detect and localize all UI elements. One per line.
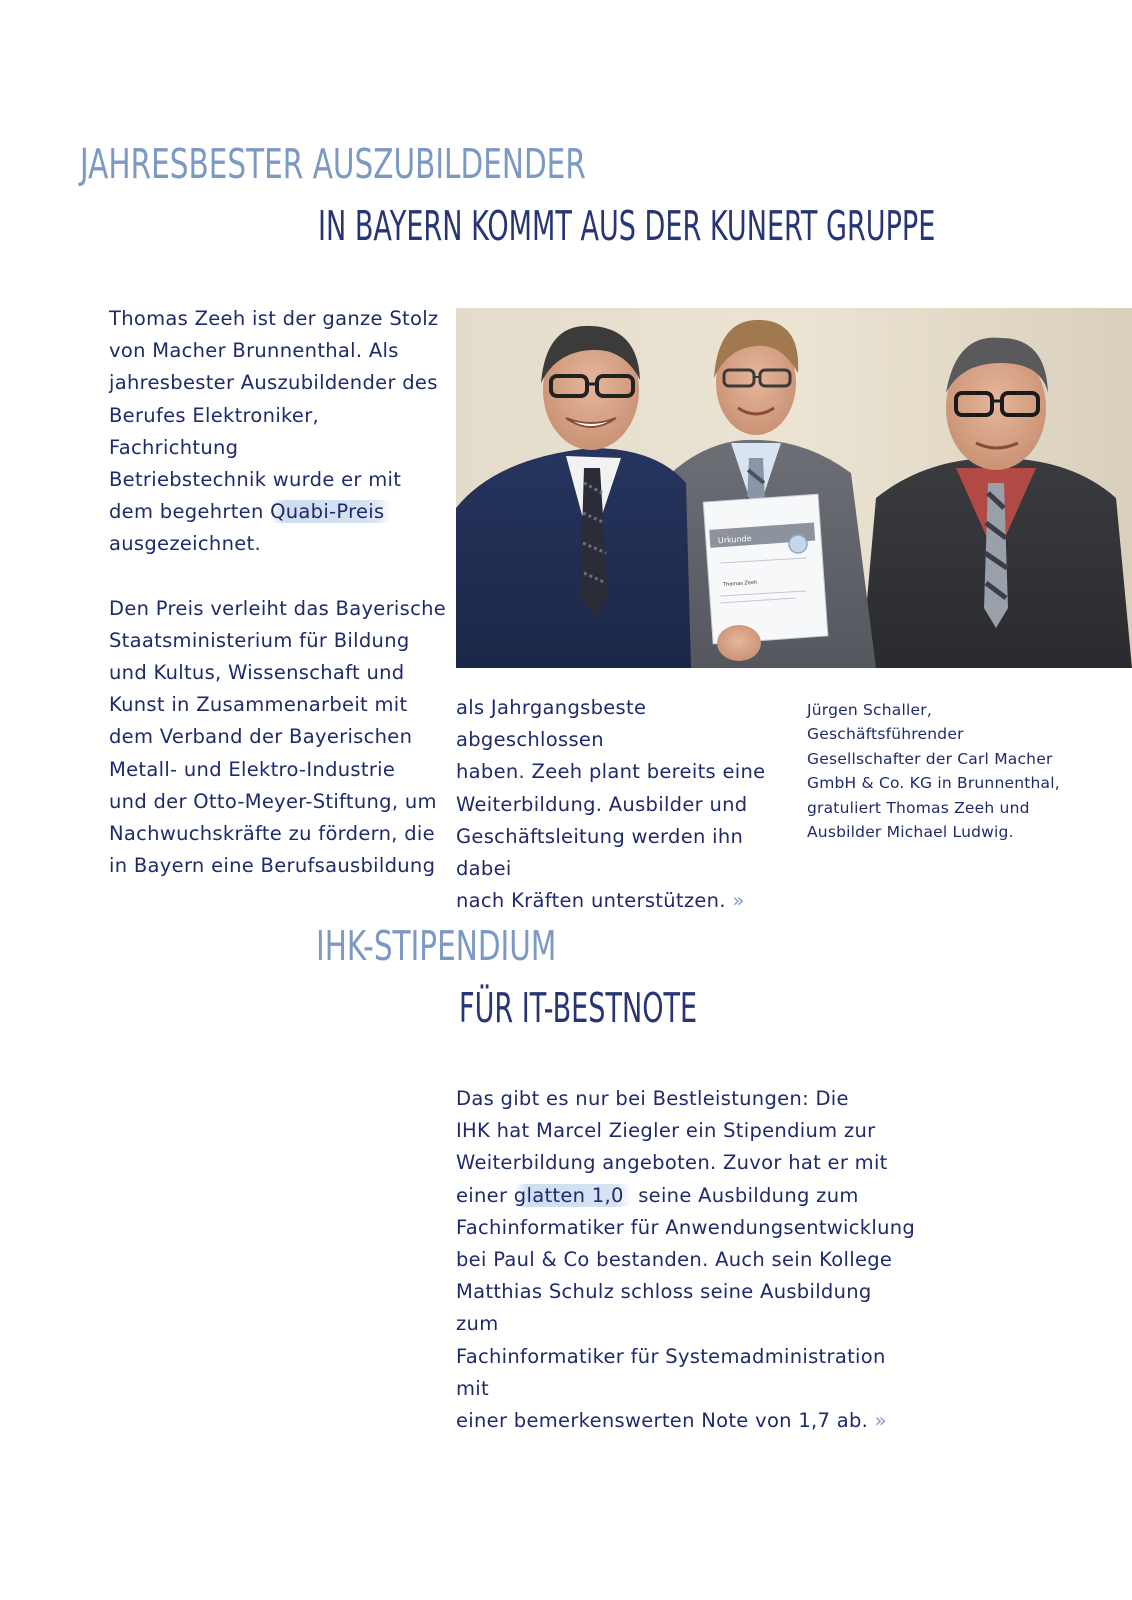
text-line: Betriebstechnik wurde er mit — [109, 468, 402, 492]
highlighted-term: Quabi-Preis — [270, 500, 392, 523]
text-line: Metall- und Elektro-Industrie — [109, 757, 396, 781]
certificate — [703, 494, 828, 644]
text-line: und der Otto-Meyer-Stiftung, um — [109, 789, 437, 813]
continue-arrow-icon: » — [732, 889, 745, 913]
text-fragment: einer bemerkenswerten Note von 1,7 ab. — [456, 1409, 875, 1433]
text-line — [456, 885, 796, 917]
section2-title-line1: IHK-STIPENDIUM — [316, 922, 557, 970]
text-line: Weiterbildung. Ausbilder und — [456, 792, 748, 816]
text-line: Kunst in Zusammenarbeit mit — [109, 693, 408, 717]
text-fragment: einer — [456, 1183, 514, 1207]
text-line: Geschäftsleitung werden ihn dabei — [456, 824, 744, 881]
caption-line: Gesellschafter der Carl Macher — [807, 749, 1053, 768]
text-fragment: seine Ausbildung zum — [631, 1183, 859, 1207]
text-line: von Macher Brunnenthal. Als — [109, 339, 399, 363]
caption-line: Ausbilder Michael Ludwig. — [807, 823, 1014, 842]
text-line: Weiterbildung angeboten. Zuvor hat er mit — [456, 1151, 888, 1175]
text-line: Fachinformatiker für Anwendungsentwicklung — [456, 1215, 916, 1239]
text-line: und Kultus, Wissenschaft und — [109, 661, 405, 685]
text-line: Das gibt es nur bei Bestleistungen: Die — [456, 1087, 849, 1110]
text-line: jahresbester Auszubildender des — [109, 371, 438, 395]
certificate-title: Urkunde — [717, 533, 752, 546]
text-line: Nachwuchskräfte zu fördern, die — [109, 822, 435, 846]
award-photo — [456, 308, 1132, 668]
text-line: bei Paul & Co bestanden. Auch sein Kollege — [456, 1248, 893, 1272]
section2-body — [456, 1083, 916, 1437]
text-line: Staatsministerium für Bildung — [109, 628, 410, 652]
section1-column1 — [109, 303, 449, 882]
text-line: Berufes Elektroniker, Fachrichtung — [109, 403, 320, 459]
text-line: dem Verband der Bayerischen — [109, 725, 413, 749]
text-fragment: nach Kräften unterstützen. — [456, 889, 733, 913]
text-line: Fachinformatiker für Systemadministration mit — [456, 1344, 886, 1400]
text-line: Thomas Zeeh ist der ganze Stolz — [109, 307, 439, 330]
text-line: als Jahrgangsbeste abgeschlossen — [456, 696, 647, 752]
caption-line: Jürgen Schaller, — [807, 701, 932, 719]
photo-caption — [807, 698, 1127, 844]
text-line — [456, 1180, 916, 1212]
caption-line: Geschäftsführender — [807, 725, 964, 744]
section2-title-line2: FÜR IT-BESTNOTE — [459, 984, 698, 1032]
text-line: Matthias Schulz schloss seine Ausbildung zum — [456, 1280, 872, 1336]
section1-title-line1: JAHRESBESTER AUSZUBILDENDER — [80, 140, 586, 188]
text-line: in Bayern eine Berufsausbildung — [109, 854, 436, 878]
certificate-name: Thomas Zeeh — [722, 579, 758, 589]
text-line — [456, 1405, 916, 1437]
text-line: haben. Zeeh plant bereits eine — [456, 760, 766, 784]
continue-arrow-icon: » — [874, 1409, 887, 1433]
section1-title-line2: IN BAYERN KOMMT AUS DER KUNERT GRUPPE — [318, 202, 936, 250]
text-line — [109, 496, 449, 528]
text-line: IHK hat Marcel Ziegler ein Stipendium zur — [456, 1119, 876, 1143]
section1-column2 — [456, 692, 796, 917]
text-fragment: dem begehrten — [109, 500, 271, 524]
text-line: ausgezeichnet. — [109, 532, 261, 556]
caption-line: gratuliert Thomas Zeeh und — [807, 798, 1030, 817]
caption-line: GmbH & Co. KG in Brunnenthal, — [807, 774, 1060, 793]
highlighted-term: glatten 1,0 — [514, 1184, 632, 1207]
text-line: Den Preis verleiht das Bayerische — [109, 596, 447, 620]
